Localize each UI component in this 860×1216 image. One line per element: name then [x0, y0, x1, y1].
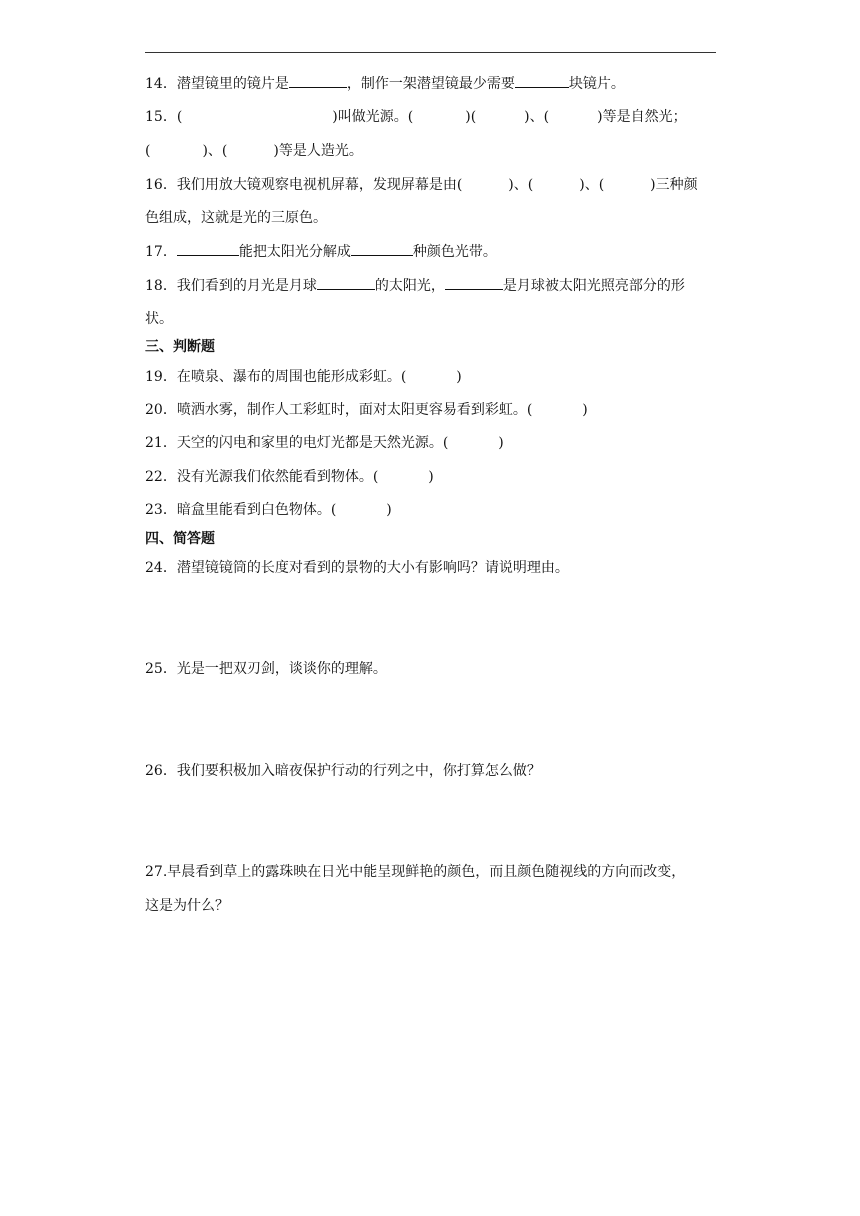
- section-3-heading: 三、判断题: [145, 339, 215, 355]
- answer-blank[interactable]: [177, 241, 239, 256]
- question-26: 26．我们要积极加入暗夜保护行动的行列之中，你打算怎么做？: [145, 763, 541, 779]
- question-14: 14．潜望镜里的镜片是 ，制作一架潜望镜最少需要 块镜片。: [145, 73, 625, 94]
- question-15: 15．( )叫做光源。( )( )、( )等是自然光；: [145, 109, 687, 125]
- section-4-heading: 四、简答题: [145, 531, 215, 547]
- question-16: 16．我们用放大镜观察电视机屏幕，发现屏幕是由( )、( )、( )三种颜: [145, 177, 698, 193]
- answer-blank[interactable]: [351, 241, 413, 256]
- question-23: 23．暗盒里能看到白色物体。( ): [145, 502, 392, 518]
- question-25: 25．光是一把双刃剑，谈谈你的理解。: [145, 661, 387, 677]
- question-18: 18．我们看到的月光是月球 的太阳光， 是月球被太阳光照亮部分的形: [145, 275, 685, 296]
- answer-blank[interactable]: [445, 275, 503, 290]
- question-18-line2: 状。: [145, 311, 173, 327]
- question-27: 27.早晨看到草上的露珠映在日光中能呈现鲜艳的颜色，而且颜色随视线的方向而改变，: [145, 864, 686, 880]
- question-16-line2: 色组成，这就是光的三原色。: [145, 210, 327, 226]
- answer-blank[interactable]: [317, 275, 375, 290]
- question-21: 21．天空的闪电和家里的电灯光都是天然光源。( ): [145, 435, 504, 451]
- question-24: 24．潜望镜镜筒的长度对看到的景物的大小有影响吗？请说明理由。: [145, 560, 569, 576]
- answer-blank[interactable]: [515, 73, 569, 88]
- question-22: 22．没有光源我们依然能看到物体。( ): [145, 469, 434, 485]
- question-19: 19．在喷泉、瀑布的周围也能形成彩虹。( ): [145, 369, 462, 385]
- header-rule: [145, 52, 716, 53]
- answer-blank[interactable]: [289, 73, 347, 88]
- question-17: 17． 能把太阳光分解成 种颜色光带。: [145, 241, 497, 262]
- question-20: 20．喷洒水雾，制作人工彩虹时，面对太阳更容易看到彩虹。( ): [145, 402, 588, 418]
- question-15-line2: ( )、( )等是人造光。: [145, 143, 363, 159]
- question-27-line2: 这是为什么？: [145, 898, 229, 914]
